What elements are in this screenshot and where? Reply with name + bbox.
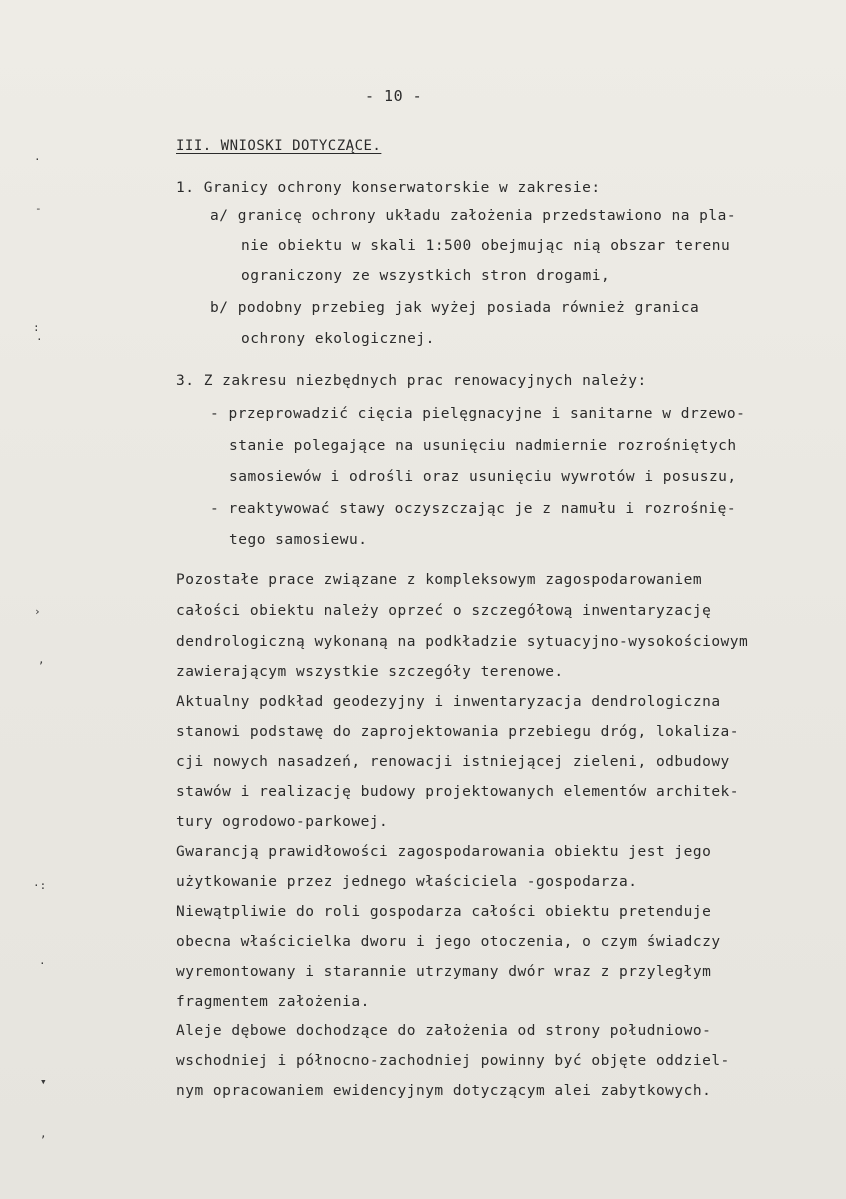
page-number: - 10 - xyxy=(365,87,423,105)
margin-mark: ‚ xyxy=(40,1127,47,1140)
para-2-line-2: stanowi podstawę do zaprojektowania przebiegu dróg, lokaliza- xyxy=(176,724,740,740)
margin-mark: · xyxy=(39,957,46,970)
item-3-bullet-2-line-2: tego samosiewu. xyxy=(229,532,368,548)
para-2-line-4: stawów i realizację budowy projektowanych elementów architek- xyxy=(176,784,740,800)
item-3-bullet-2-line-1: - reaktywować stawy oczyszczając je z namułu i rozrośnię- xyxy=(210,501,737,517)
margin-mark: · xyxy=(34,153,41,166)
item-1b-line-2: ochrony ekologicznej. xyxy=(241,331,435,347)
margin-mark: : xyxy=(33,321,40,334)
para-5-line-1: Aleje dębowe dochodzące do założenia od strony południowo- xyxy=(176,1023,712,1039)
margin-mark: ·: xyxy=(33,879,47,892)
para-4-line-1: Niewątpliwie do roli gospodarza całości obiektu pretenduje xyxy=(176,904,712,920)
item-1b-line-1: b/ podobny przebieg jak wyżej posiada również granica xyxy=(210,300,700,316)
para-4-line-3: wyremontowany i starannie utrzymany dwór wraz z przyległym xyxy=(176,964,712,980)
para-2-line-1: Aktualny podkład geodezyjny i inwentaryzacja dendrologiczna xyxy=(176,694,721,710)
para-4-line-4: fragmentem założenia. xyxy=(176,994,370,1010)
para-5-line-2: wschodniej i północno-zachodniej powinny być objęte oddziel- xyxy=(176,1053,730,1069)
margin-mark: , xyxy=(38,653,45,666)
para-5-line-3: nym opracowaniem ewidencyjnym dotyczącym alei zabytkowych. xyxy=(176,1083,712,1099)
para-1-line-2: całości obiektu należy oprzeć o szczegółową inwentaryzację xyxy=(176,603,712,619)
para-4-line-2: obecna właścicielka dworu i jego otoczenia, o czym świadczy xyxy=(176,934,721,950)
para-2-line-5: tury ogrodowo-parkowej. xyxy=(176,814,389,830)
margin-mark: - xyxy=(35,202,42,215)
margin-mark: · xyxy=(36,333,43,346)
item-1a-line-2: nie obiektu w skali 1:500 obejmując nią obszar terenu xyxy=(241,238,731,254)
para-2-line-3: cji nowych nasadzeń, renowacji istniejącej zieleni, odbudowy xyxy=(176,754,730,770)
para-1-line-1: Pozostałe prace związane z kompleksowym zagospodarowaniem xyxy=(176,572,703,588)
item-1-heading: 1. Granicy ochrony konserwatorskie w zakresie: xyxy=(176,180,601,196)
section-heading: III. WNIOSKI DOTYCZĄCE. xyxy=(176,138,382,154)
para-1-line-4: zawierającym wszystkie szczegóły terenowe. xyxy=(176,664,564,680)
item-3-bullet-1-line-2: stanie polegające na usunięciu nadmiernie rozrośniętych xyxy=(229,438,737,454)
margin-mark: › xyxy=(34,605,41,618)
margin-mark: ▾ xyxy=(40,1075,47,1088)
item-1a-line-3: ograniczony ze wszystkich stron drogami, xyxy=(241,268,611,284)
item-1a-line-1: a/ granicę ochrony układu założenia przedstawiono na pla- xyxy=(210,208,737,224)
para-1-line-3: dendrologiczną wykonaną na podkładzie sytuacyjno-wysokościowym xyxy=(176,634,749,650)
para-3-line-1: Gwarancją prawidłowości zagospodarowania obiektu jest jego xyxy=(176,844,712,860)
item-3-heading: 3. Z zakresu niezbędnych prac renowacyjnych należy: xyxy=(176,373,647,389)
item-3-bullet-1-line-1: - przeprowadzić cięcia pielęgnacyjne i sanitarne w drzewo- xyxy=(210,406,746,422)
para-3-line-2: użytkowanie przez jednego właściciela -gospodarza. xyxy=(176,874,638,890)
item-3-bullet-1-line-3: samosiewów i odrośli oraz usunięciu wywrotów i posuszu, xyxy=(229,469,737,485)
